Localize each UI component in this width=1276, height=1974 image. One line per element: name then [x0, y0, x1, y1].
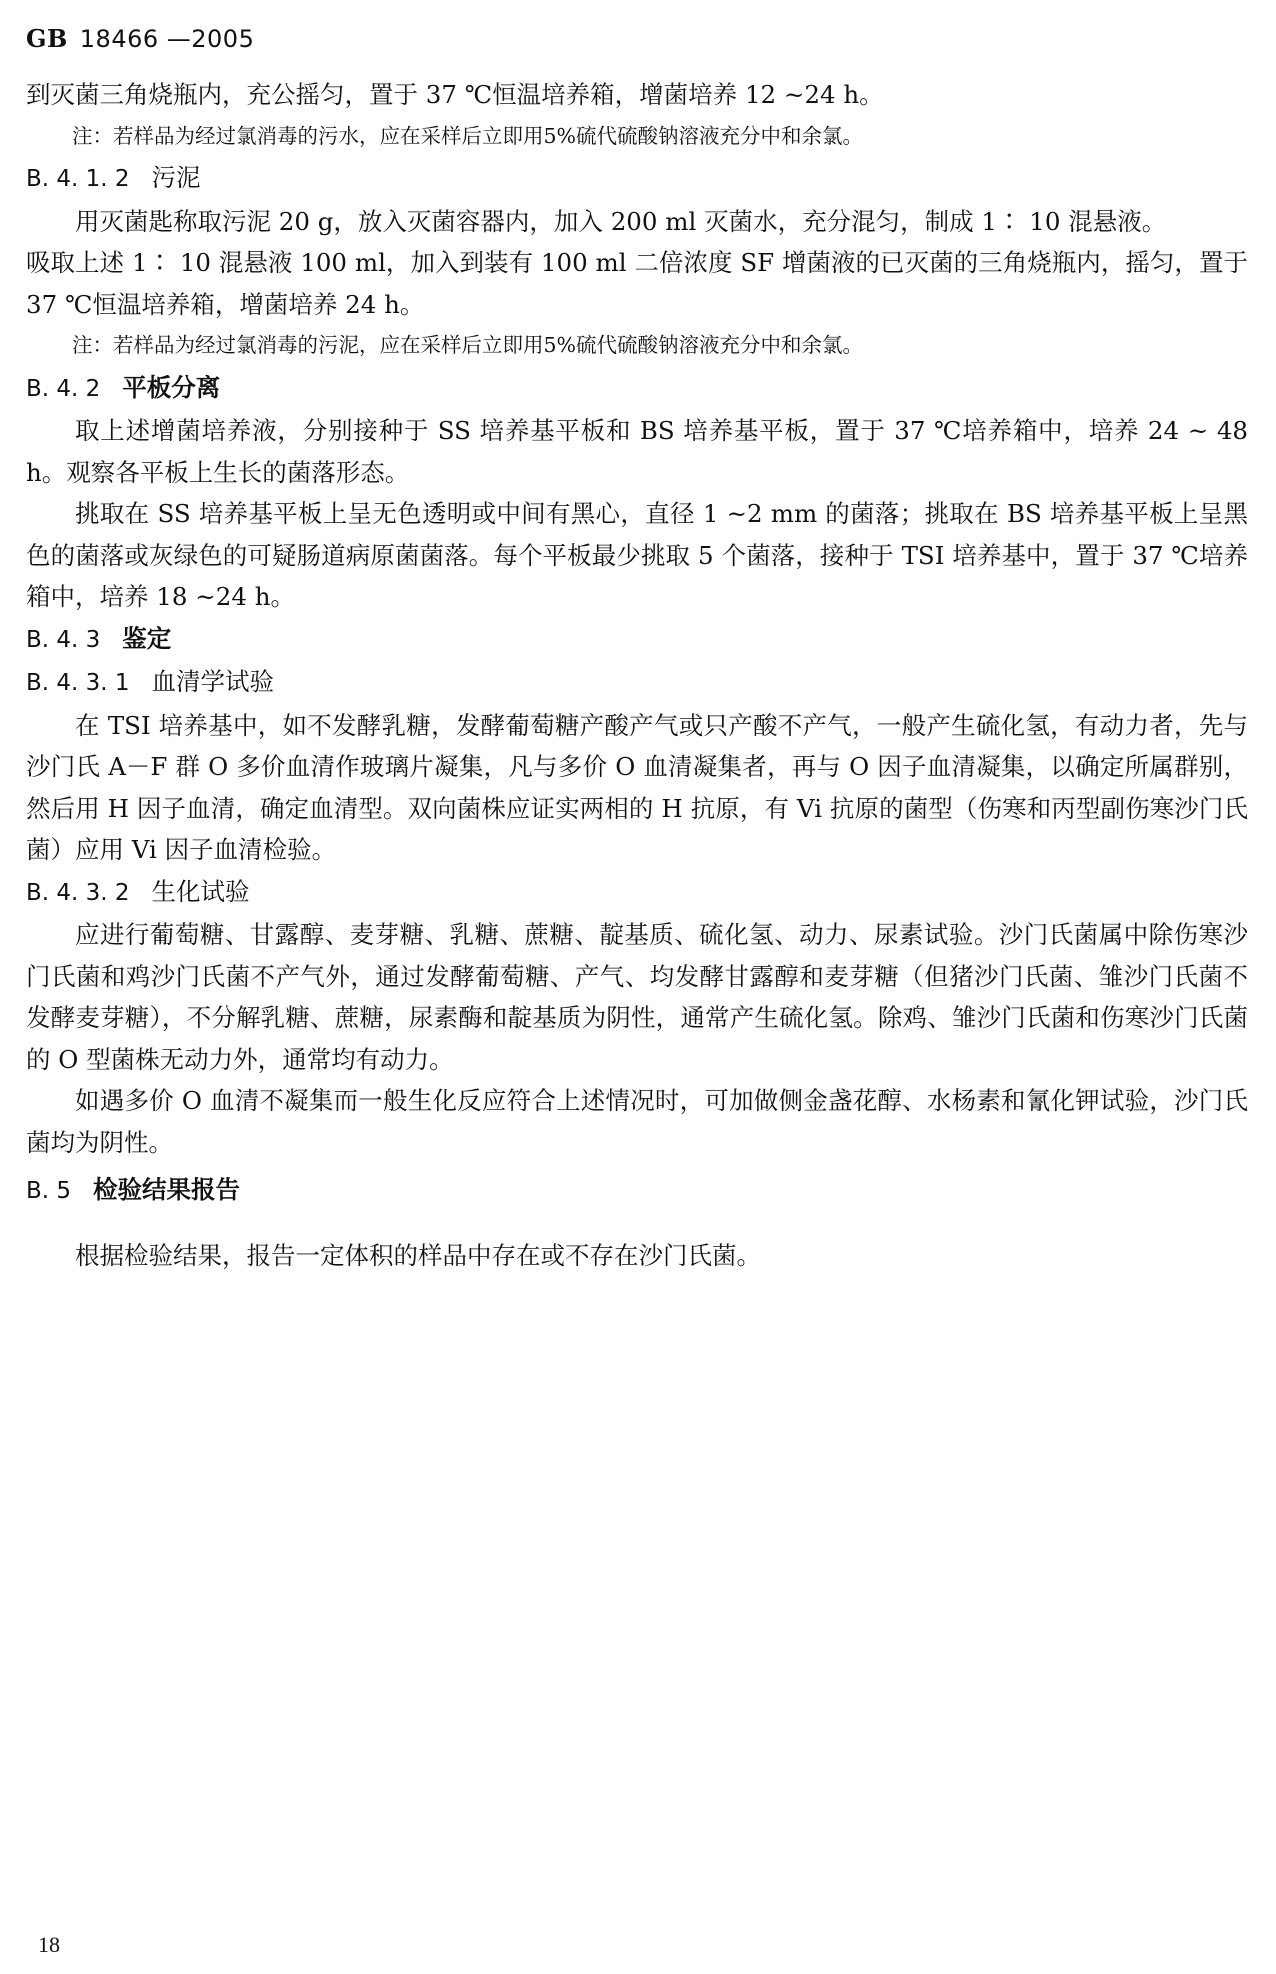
paragraph: 用灭菌匙称取污泥 20 g，放入灭菌容器内，加入 200 ml 灭菌水，充分混匀，制成 1∶ 10 混悬液。	[75, 206, 1167, 236]
standard-number: 18466 —2005	[79, 25, 255, 53]
page-number: 18	[38, 1932, 60, 1957]
section-number: B. 4. 3. 1	[26, 670, 130, 696]
document-body	[26, 74, 1248, 1276]
section-heading-b43	[26, 618, 1248, 662]
section-heading-b431	[26, 661, 1248, 705]
section-title: 鉴定	[122, 623, 172, 653]
note: 注：若样品为经过氯消毒的污泥，应在采样后立即用5%硫代硫酸钠溶液充分中和余氯。	[72, 333, 864, 357]
paragraph: 挑取在 SS 培养基平板上呈无色透明或中间有黑心，直径 1 ~2 mm 的菌落；挑取在 BS 培养基平板上呈黑色的菌落或灰绿色的可疑肠道病原菌菌落。每个平板最少挑取 5 个菌落，接种于 TSI 培养基中，置于 37 ℃培养箱中，培养 18 ~24 h。	[26, 499, 1248, 611]
section-heading-b5	[26, 1169, 1248, 1213]
section-title: 检验结果报告	[93, 1175, 241, 1204]
paragraph: 到灭菌三角烧瓶内，充公摇匀，置于 37 ℃恒温培养箱，增菌培养 12 ~24 h。	[26, 80, 884, 109]
section-number: B. 4. 3	[26, 626, 101, 653]
section-number: B. 4. 3. 2	[26, 879, 130, 906]
standard-code: GB	[26, 24, 68, 53]
section-title: 平板分离	[122, 372, 221, 402]
note: 注：若样品为经过氯消毒的污水，应在采样后立即用5%硫代硫酸钠溶液充分中和余氯。	[72, 123, 864, 148]
paragraph: 如遇多价 O 血清不凝集而一般生化反应符合上述情况时，可加做侧金盏花醇、水杨素和氰化钾试验，沙门氏菌均为阴性。	[26, 1086, 1248, 1157]
paragraph: 在 TSI 培养基中，如不发酵乳糖，发酵葡萄糖产酸产气或只产酸不产气，一般产生硫化氢，有动力者，先与沙门氏 A－F 群 O 多价血清作玻璃片凝集，凡与多价 O 血清凝集者，再与 O 因子血清凝集，以确定所属群别，然后用 H 因子血清，确定血清型。双向菌株应证实两相的 H 抗原，有 Vi 抗原的菌型（伤寒和丙型副伤寒沙门氏菌）应用 Vi 因子血清检验。	[26, 710, 1248, 864]
spacer	[26, 1213, 1248, 1235]
section-title: 生化试验	[151, 876, 250, 906]
section-number: B. 4. 2	[26, 375, 101, 402]
paragraph: 取上述增菌培养液，分别接种于 SS 培养基平板和 BS 培养基平板，置于 37 ℃培养箱中，培养 24 ~ 48 h。观察各平板上生长的菌落形态。	[26, 416, 1248, 487]
paragraph: 应进行葡萄糖、甘露醇、麦芽糖、乳糖、蔗糖、靛基质、硫化氢、动力、尿素试验。沙门氏菌属中除伤寒沙门氏菌和鸡沙门氏菌不产气外，通过发酵葡萄糖、产气、均发酵甘露醇和麦芽糖（但猪沙门氏菌、雏沙门氏菌不发酵麦芽糖），不分解乳糖、蔗糖，尿素酶和靛基质为阴性，通常产生硫化氢。除鸡、雏沙门氏菌和伤寒沙门氏菌的 O 型菌株无动力外，通常均有动力。	[26, 920, 1248, 1074]
section-number: B. 5	[26, 1178, 72, 1204]
paragraph: 吸取上述 1∶ 10 混悬液 100 ml，加入到装有 100 ml 二倍浓度 SF 增菌液的已灭菌的三角烧瓶内，摇匀，置于 37 ℃恒温培养箱，增菌培养 24 h。	[26, 248, 1248, 319]
paragraph: 根据检验结果，报告一定体积的样品中存在或不存在沙门氏菌。	[75, 1240, 761, 1270]
section-number: B. 4. 1. 2	[26, 166, 130, 192]
document-header	[26, 24, 254, 53]
section-heading-b432	[26, 871, 1248, 915]
section-title: 污泥	[151, 163, 201, 192]
section-heading-b42	[26, 367, 1248, 411]
section-heading-b412	[26, 157, 1248, 201]
section-title: 血清学试验	[151, 667, 275, 696]
